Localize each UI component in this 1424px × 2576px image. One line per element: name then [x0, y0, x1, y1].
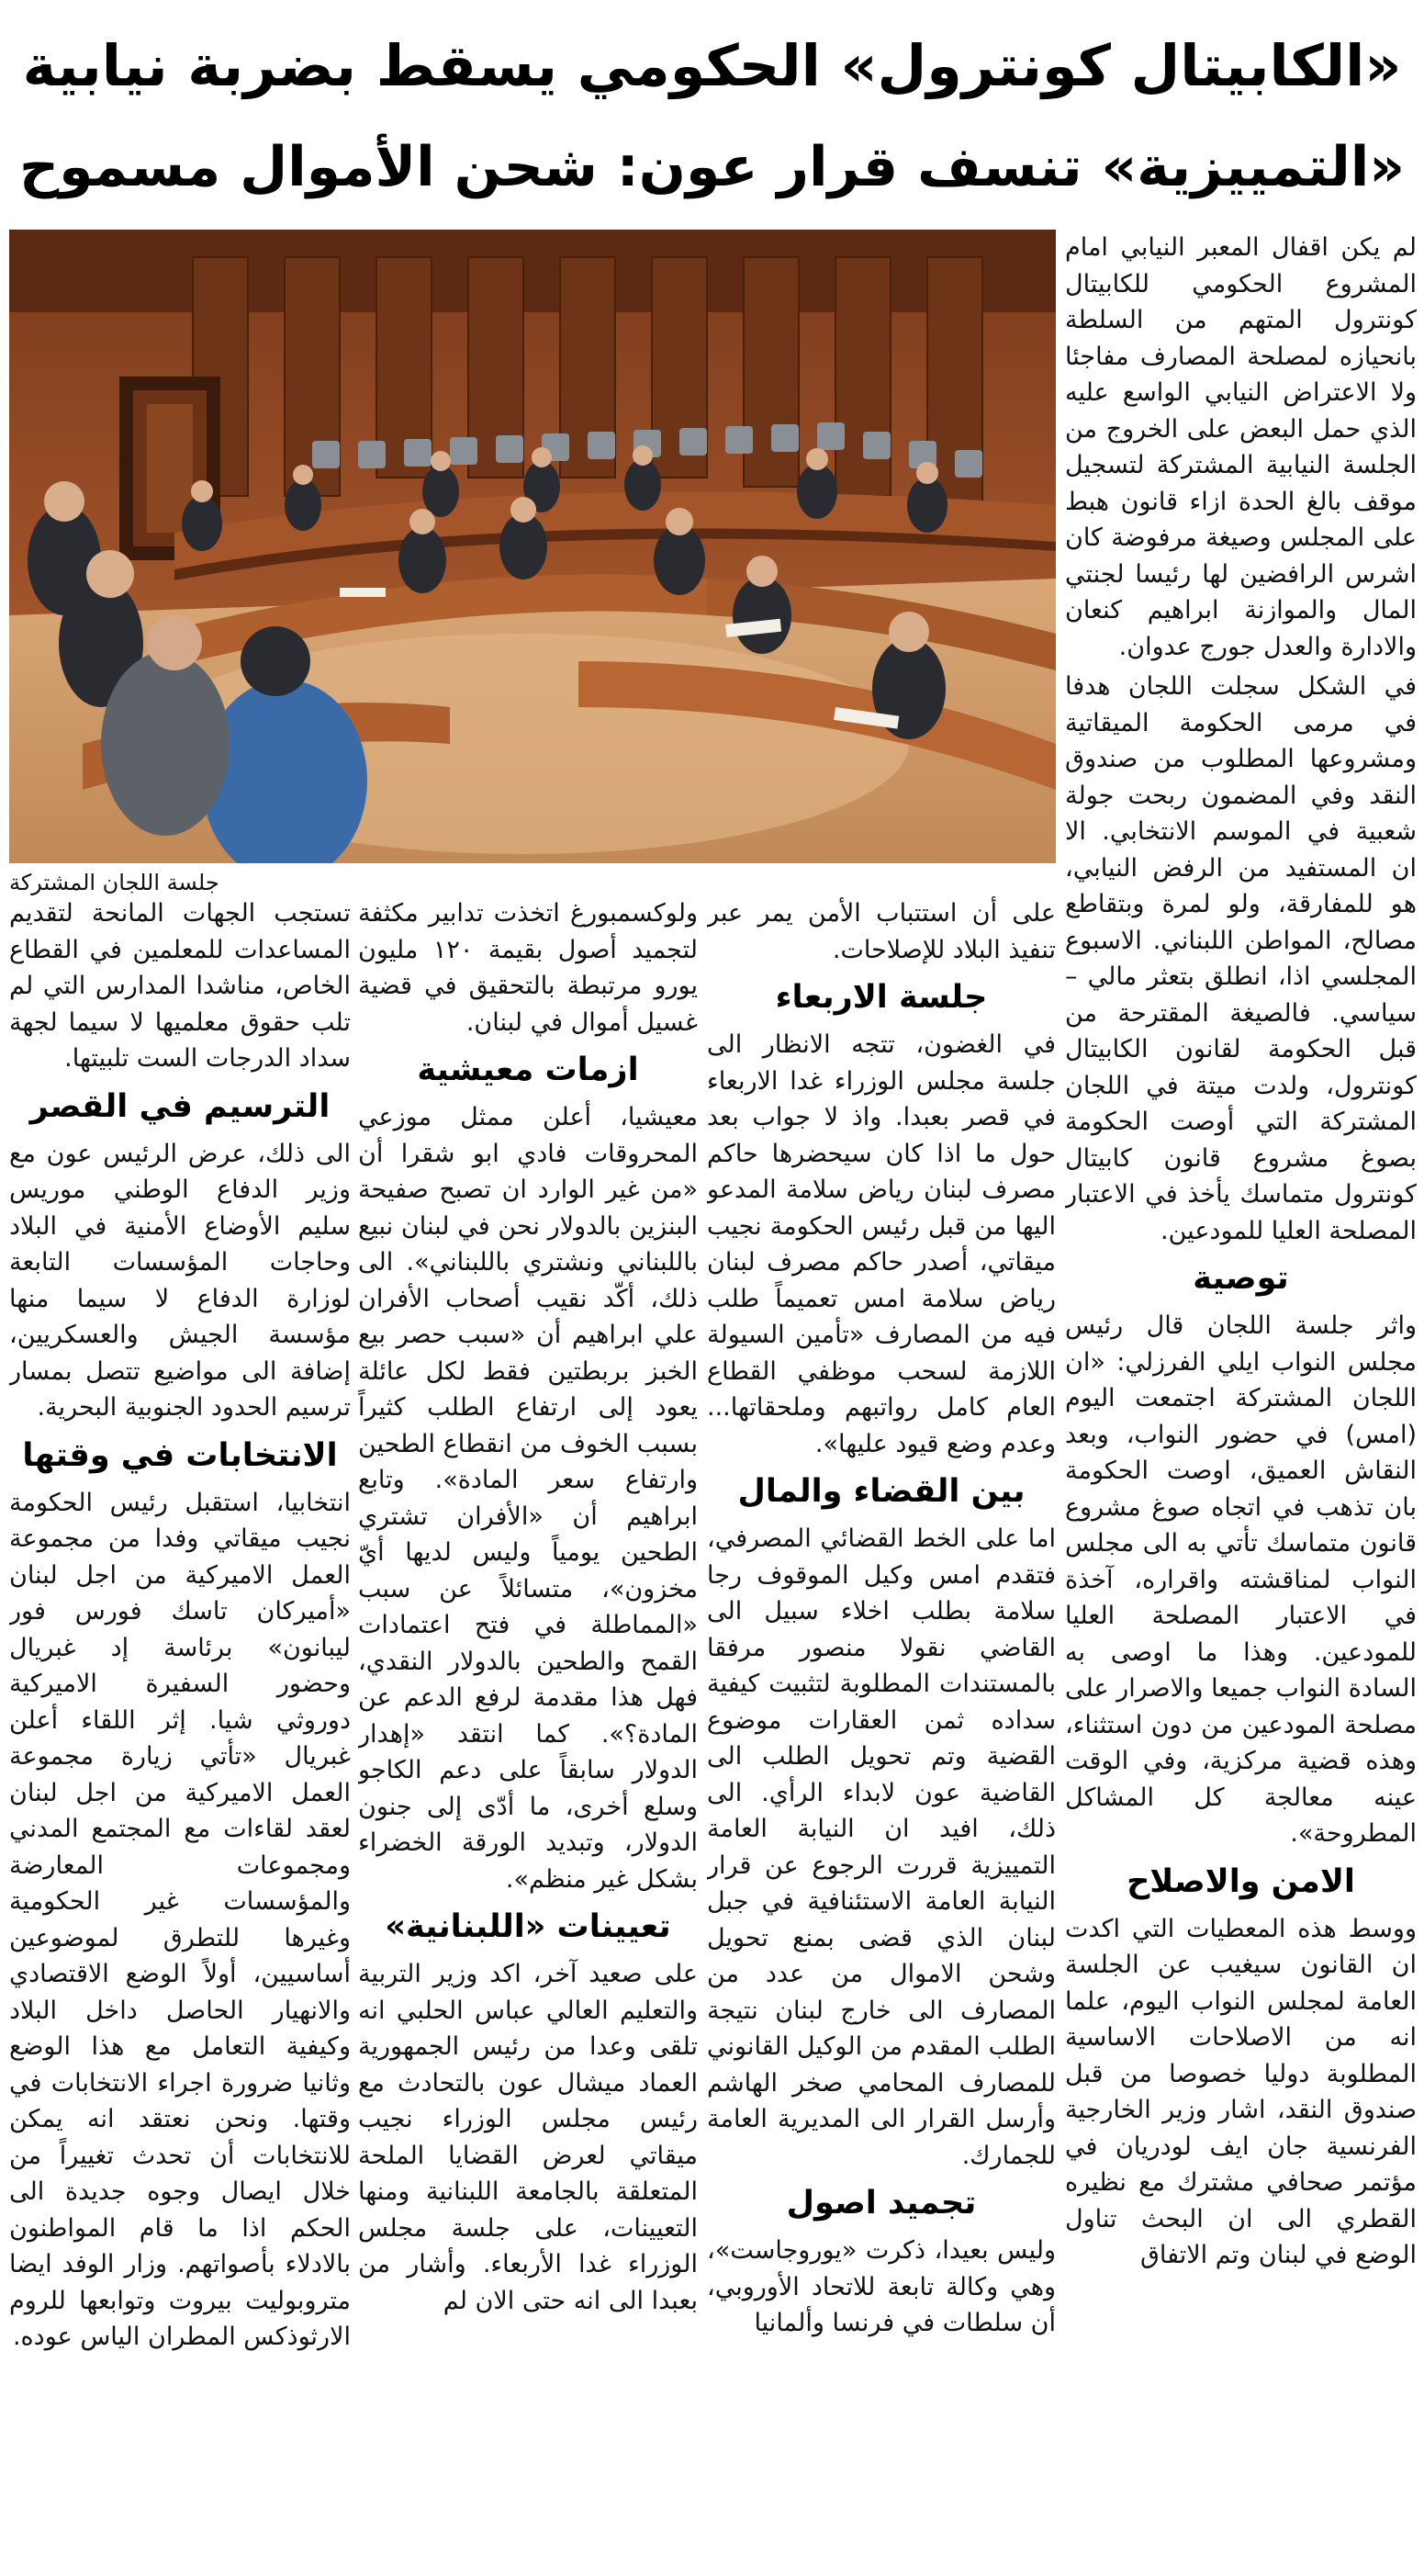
subheading-elections-on-time: الانتخابات في وقتها: [22, 1436, 338, 1474]
subheading-asset-freeze: تجميد اصول: [786, 2185, 977, 2222]
subheading-demarcation: الترسيم في القصر: [29, 1087, 331, 1125]
paragraph: في الغضون، تتجه الانظار الى جلسة مجلس الوزراء غدا الاربعاء في قصر بعبدا. واذ لا جواب بعد حول ما اذا كان سيحضرها حاكم مصرف لبنان رياض سلامة المدعو اليها من قبل رئيس الحكومة نجيب ميقاتي، أصدر حاكم مصرف لبنان رياض سلامة امس تعميماً طلب فيه من المصارف «تأمين السيولة اللازمة لسحب موظفي القطاع العام كامل رواتبهم وملحقاتها... وعدم وضع قيود عليها».: [707, 1030, 1056, 1458]
paragraph: لم يكن اقفال المعبر النيابي امام المشروع الحكومي للكابيتال كونترول المتهم من السلطة بانحيازه لمصلحة المصارف مفاجئا ولا الاعتراض النيابي الواسع عليه الذي حمل البعض على الخروج من الجلسة النيابية المشتركة لتسجيل موقف بالغ الحدة ازاء قانون هبط على المجلس وصيغة مرفوضة كان اشرس الرافضين لها رئيسا لجنتي المال والموازنة ابراهيم كنعان والادارة والعدل جورج عدوان.: [1065, 233, 1417, 661]
paragraph: اما على الخط القضائي المصرفي، فتقدم امس وكيل الموقوف رجا سلامة بطلب اخلاء سبيل الى القاضي نقولا منصور مرفقا بالمستندات المطلوبة لتثبيت كيفية سداده ثمن العقارات موضوع القضية وتم تحويل الطلب الى القاضية عون لابداء الرأي. الى ذلك، افيد ان النيابة العامة التمييزية قررت الرجوع عن قرار النيابة العامة الاستئنافية في جبل لبنان الذي قضى بمنع تحويل وشحن الاموال من عدد من المصارف الى خارج لبنان نتيجة الطلب المقدم من الوكيل القانوني للمصارف المحامي صخر الهاشم وأرسل القرار الى المديرية العامة للجمارك.: [707, 1524, 1056, 2170]
photo-caption: جلسة اللجان المشتركة: [9, 870, 219, 895]
subheading-judiciary-finance: بين القضاء والمال: [737, 1473, 1026, 1510]
paragraph: في الشكل سجلت اللجان هدفا في مرمى الحكومة الميقاتية ومشروعها المطلوب من صندوق النقد وفي المضمون ربحت جولة شعبية في الموسم الانتخابي. الا ان المستفيد من الرفض النيابي، هو للمفارقة، ولو لمرة وبتقاطع مصالح، المواطن اللبناني. الاسبوع المجلسي اذا، انطلق بتعثر مالي – سياسي. فالصيغة المقترحة من قبل الحكومة لقانون الكابيتال كونترول، ولدت ميتة في اللجان المشتركة التي أوصت الحكومة بصوغ مشروع قانون كابيتال كونترول متماسك يأخذ في الاعتبار المصلحة العليا للمودعين.: [1065, 672, 1417, 1245]
headline-line-1: «الكابيتال كونترول» الحكومي يسقط بضربة نيابية: [22, 32, 1402, 99]
paragraph: على أن استتباب الأمن يمر عبر تنفيذ البلاد للإصلاحات.: [707, 899, 1056, 964]
subheading-lebanese-university-appointments: تعيينات «اللبنانية»: [385, 1908, 671, 1945]
paragraph: ووسط هذه المعطيات التي اكدت ان القانون سيغيب عن الجلسة العامة لمجلس النواب اليوم، علما انه من الاصلاحات الاساسية المطلوبة دوليا خصوصا من قبل صندوق النقد، اشار وزير الخارجية الفرنسية جان ايف لودريان في مؤتمر صحافي مشترك مع نظيره القطري الى ان البحث تناول الوضع في لبنان وتم الاتفاق: [1065, 1914, 1417, 2269]
article-column-1: [1065, 230, 1417, 2567]
paragraph: انتخابيا، استقبل رئيس الحكومة نجيب ميقاتي وفدا من مجموعة العمل الاميركية من اجل لبنان «أميركان تاسك فورس فور ليبانون» برئاسة إد غبريال وحضور السفيرة الاميركية دوروثي شيا. إثر اللقاء أعلن غبريال «تأتي زيارة مجموعة العمل الاميركية من اجل لبنان لعقد لقاءات مع المجتمع المدني ومجموعات المعارضة والمؤسسات غير الحكومية وغيرها للتطرق لموضوعين أساسيين، أولاً الوضع الاقتصادي والانهيار الحاصل داخل البلاد وكيفية التعامل مع هذا الوضع وثانيا ضرورة اجراء الانتخابات في وقتها. ونحن نعتقد انه يمكن للانتخابات أن تحدث تغييراً من خلال ايصال وجوه جديدة الى الحكم اذا ما قام المواطنون بالادلاء بأصواتهم. وزار الوفد ايضا متروبوليت بيروت وتوابعها للروم الارثوذكس المطران الياس عوده.: [9, 1488, 351, 2351]
article-column-3: [358, 895, 698, 2567]
subheading-wednesday-session: جلسة الاربعاء: [775, 979, 988, 1016]
paragraph: تستجب الجهات المانحة لتقديم المساعدات للمعلمين في القطاع الخاص، مناشدا المدارس التي لم تلب حقوق معلميها لا سيما لجهة سداد الدرجات الست تلبيتها.: [9, 899, 351, 1073]
article-column-4: [9, 895, 351, 2567]
paragraph: معيشيا، أعلن ممثل موزعي المحروقات فادي ابو شقرا أن «من غير الوارد ان تصبح صفيحة البنزين بالدولار نحن في لبنان نبيع باللبناني ونشتري باللبناني». الى ذلك، أكّد نقيب أصحاب الأفران علي ابراهيم أن «سبب حصر بيع الخبز بربطتين فقط لكل عائلة يعود إلى ارتفاع الطلب كثيراً بسبب الخوف من انقطاع الطحين وارتفاع سعر المادة». وتابع ابراهيم أن «الأفران تشتري الطحين يومياً وليس لديها أيّ مخزون»، متسائلاً عن سبب «المماطلة في فتح اعتمادات القمح والطحين بالدولار النقدي، فهل هذا مقدمة لرفع الدعم عن المادة؟». كما انتقد «إهدار الدولار سابقاً على دعم الكاجو وسلع أخرى، ما أدّى إلى جنون الدولار، وتبديد الورقة الخضراء بشكل غير منظم».: [358, 1103, 698, 1894]
paragraph: واثر جلسة اللجان قال رئيس مجلس النواب ايلي الفرزلي: «ان اللجان المشتركة اجتمعت اليوم (امس) في حضور النواب، وبعد النقاش العميق، اوصت الحكومة بان تذهب في اتجاه صوغ مشروع قانون متماسك تأتي به الى مجلس النواب لمناقشته واقراره، آخذة في الاعتبار المصلحة العليا للمودعين. وهذا ما اوصى به السادة النواب جميعا والاصرار على مصلحة المودعين من دون استثناء، وهذه قضية مركزية، وفي الوقت عينه معالجة كل المشاكل المطروحة».: [1065, 1311, 1417, 1848]
session-photo: [9, 230, 1056, 863]
paragraph: على صعيد آخر، اكد وزير التربية والتعليم العالي عباس الحلبي انه تلقى وعدا من رئيس الجمهورية العماد ميشال عون بالتحادث مع رئيس مجلس الوزراء نجيب ميقاتي لعرض القضايا الملحة المتعلقة بالجامعة اللبنانية ومنها التعيينات، على جلسة مجلس الوزراء غدا الأربعاء. وأشار من بعبدا الى انه حتى الان لم: [358, 1960, 698, 2315]
subheading-living-crises: ازمات معيشية: [417, 1052, 639, 1088]
paragraph: وليس بعيدا، ذكرت «يوروجاست»، وهي وكالة تابعة للاتحاد الأوروبي، أن سلطات في فرنسا وألمانيا: [707, 2236, 1056, 2337]
headline-line-2: «التمييزية» تنسف قرار عون: شحن الأموال مسموح: [18, 135, 1406, 199]
paragraph: ولوكسمبورغ اتخذت تدابير مكثفة لتجميد أصول بقيمة ١٢٠ مليون يورو مرتبطة بالتحقيق في قضية غسيل أموال في لبنان.: [358, 899, 698, 1037]
subheading-security-reform: الامن والاصلاح: [1127, 1862, 1355, 1900]
article-column-2: [707, 895, 1056, 2567]
paragraph: الى ذلك، عرض الرئيس عون مع وزير الدفاع الوطني موريس سليم الأوضاع الأمنية في البلاد وحاجات المؤسسات التابعة لوزارة الدفاع لا سيما منها مؤسسة الجيش والعسكريين، إضافة الى مواضيع تتصل بمسار ترسيم الحدود الجنوبية البحرية.: [9, 1139, 351, 1422]
subheading-recommendation: توصية: [1193, 1260, 1289, 1297]
